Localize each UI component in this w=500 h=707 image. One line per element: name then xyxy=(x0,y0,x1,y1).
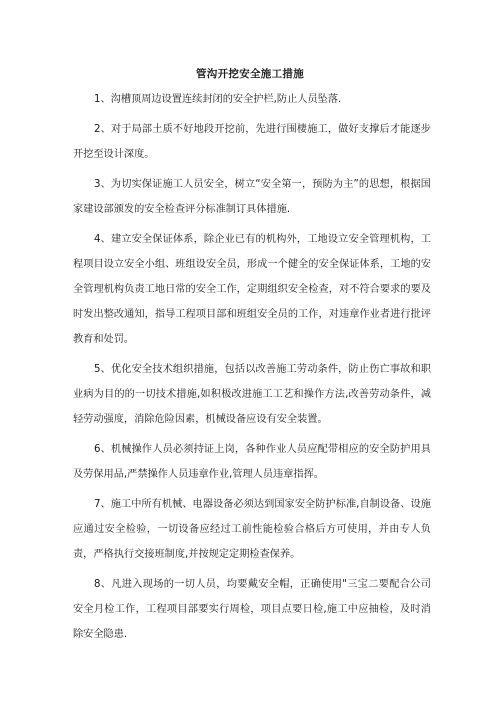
document-body xyxy=(73,87,431,652)
paragraph-1: 1、沟槽顶周边设置连续封闭的安全护栏,防止人员坠落. xyxy=(94,94,342,105)
paragraph-4: 4、建立安全保证体系，除企业已有的机构外，工地设立安全管理机构，工程项目设立安全小组、班组设安全员，形成一个健全的安全保证体系，工地的安全管理机构负责工地日常的安全工作，定期组织安全检查，对不符合要求的要及时发出整改通知，指导工程项目部和班组安全员的工作，对违章作业者进行批评教育和处罚。 xyxy=(73,234,431,345)
paragraph-2: 2、对于局部土质不好地段开挖前，先进行围棲施工，做好支撑后才能逐步开挖至设计深度。 xyxy=(73,124,431,160)
paragraph-5: 5、优化安全技术组织措施，包括以改善施工劳动条件，防止伤亡事故和职业病为目的的一切技术措施,如积极改进施工工艺和操作方法,改善劳动条件，减轻劳动强度，消除危险因素，机械设备应设有安全装置。 xyxy=(73,364,431,425)
paragraph-7: 7、施工中所有机械、电器设备必须达到国家安全防护标准,自制设备、设施应通过安全检验，一切设备应经过工前性能检验合格后方可使用，并由专人负责，严格执行交接班制度,并按规定定期检查保养。 xyxy=(73,499,431,560)
paragraph-8: 8、凡进入现场的一切人员，均要戴安全帽，正确使用"三宝二要配合公司安全月检工作，工程项目部要实行周检，项目点要日检,施工中应抽检，及时消除安全隐患. xyxy=(73,579,431,640)
paragraph-6: 6、机械操作人员必须持证上岗，各种作业人员应配带相应的安全防护用具及劳保用品,严禁操作人员违章作业,管理人员违章指挥。 xyxy=(73,444,431,480)
document-title: 管沟开挖安全施工措施 xyxy=(196,68,304,80)
paragraph-3: 3、为切实保证施工人员安全，树立“安全第一，预防为主”的思想，根据国家建设部颁发的安全检查评分标准制订具体措施. xyxy=(73,179,431,215)
